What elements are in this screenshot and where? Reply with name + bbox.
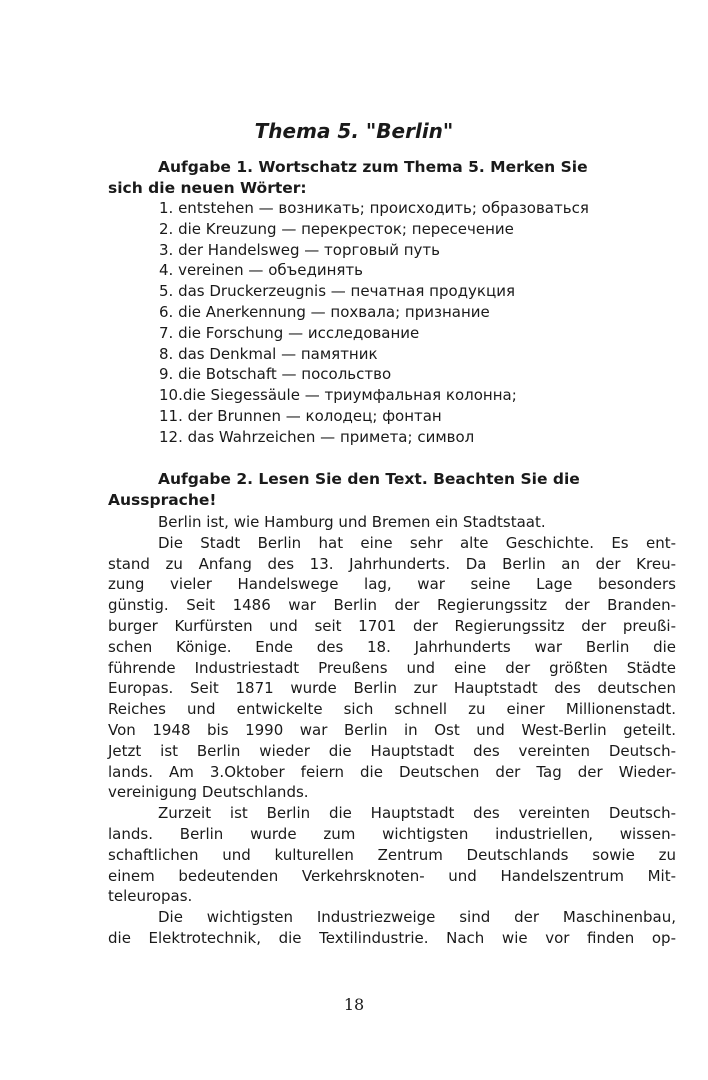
text-line: schen Könige. Ende des 18. Jahrhunderts war Berlin die [108, 637, 676, 656]
vocab-item: 5. das Druckerzeugnis — печатная продукция [159, 282, 515, 301]
text-line: Europas. Seit 1871 wurde Berlin zur Hauptstadt des deutschen [108, 679, 676, 698]
vocabulary-list [159, 198, 589, 448]
vocab-item: 9. die Botschaft — посольство [159, 365, 392, 384]
text-line: günstig. Seit 1486 war Berlin der Regierungssitz der Branden- [108, 596, 676, 615]
vocab-item: 12. das Wahrzeichen — примета; символ [159, 427, 475, 446]
task1-heading [108, 157, 676, 199]
article-text [108, 512, 676, 949]
vocab-item: 1. entstehen — возникать; происходить; образоваться [159, 199, 589, 217]
vocab-item: 10.die Siegessäule — триумфальная колонна; [159, 386, 517, 405]
text-line: Jetzt ist Berlin wieder die Hauptstadt des vereinten Deutsch- [108, 741, 676, 760]
vocab-item: 2. die Kreuzung — перекресток; пересечение [159, 219, 514, 238]
text-line: burger Kurfürsten und seit 1701 der Regierungssitz der preußi- [108, 616, 676, 635]
text-line: Zurzeit ist Berlin die Hauptstadt des vereinten Deutsch- [158, 804, 676, 823]
text-line: Berlin ist, wie Hamburg und Bremen ein Stadtstaat. [158, 513, 546, 531]
vocab-item: 7. die Forschung — исследование [159, 323, 420, 342]
vocab-item: 4. vereinen — объединять [159, 261, 363, 280]
vocab-item: 3. der Handelsweg — торговый путь [159, 240, 440, 259]
text-line: Von 1948 bis 1990 war Berlin in Ost und West-Berlin geteilt. [108, 720, 676, 739]
text-line: teleuropas. [108, 887, 193, 906]
text-line: einem bedeutenden Verkehrsknoten- und Handelszentrum Mit- [108, 866, 676, 885]
text-line: schaftlichen und kulturellen Zentrum Deutschlands sowie zu [108, 845, 676, 864]
vocab-item: 6. die Anerkennung — похвала; признание [159, 302, 490, 321]
text-line: die Elektrotechnik, die Textilindustrie. Nach wie vor finden op- [108, 928, 676, 947]
text-line: lands. Am 3.Oktober feiern die Deutschen der Tag der Wieder- [108, 762, 676, 781]
text-line: führende Industriestadt Preußens und eine der größten Städte [108, 658, 676, 677]
task1-heading-line1: Aufgabe 1. Wortschatz zum Thema 5. Merken Sie [158, 158, 588, 176]
text-line: Die wichtigsten Industriezweige sind der Maschinenbau, [158, 908, 676, 927]
text-line: zung vieler Handelswege lag, war seine Lage besonders [108, 575, 676, 594]
page-title: Thema 5. "Berlin" [254, 119, 454, 143]
vocab-item: 8. das Denkmal — памятник [159, 344, 378, 363]
text-line: vereinigung Deutschlands. [108, 783, 309, 802]
task2-heading [108, 469, 676, 511]
text-line: lands. Berlin wurde zum wichtigsten industriellen, wissen- [108, 824, 676, 843]
task2-heading-line2: Aussprache! [108, 491, 217, 509]
text-line: Die Stadt Berlin hat eine sehr alte Geschichte. Es ent- [158, 533, 676, 552]
task2-heading-line1: Aufgabe 2. Lesen Sie den Text. Beachten Sie die [158, 470, 580, 488]
page-number: 18 [343, 995, 365, 1014]
text-line: stand zu Anfang des 13. Jahrhunderts. Da Berlin an der Kreu- [108, 554, 676, 573]
text-line: Reiches und entwickelte sich schnell zu einer Millionenstadt. [108, 700, 676, 719]
task1-heading-line2: sich die neuen Wörter: [108, 179, 307, 197]
vocab-item: 11. der Brunnen — колодец; фонтан [159, 406, 442, 425]
